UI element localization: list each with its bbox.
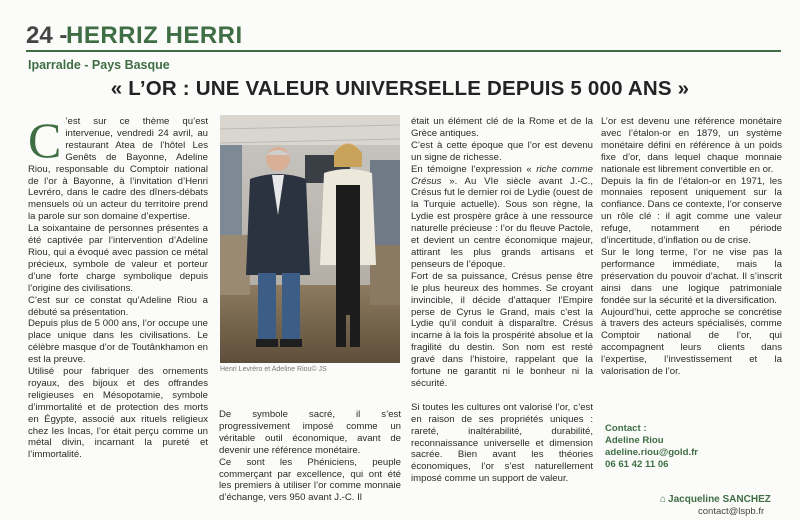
photo-illustration (220, 115, 400, 363)
author-name: Jacqueline SANCHEZ (668, 494, 771, 505)
author-email: contact@lspb.fr (698, 506, 765, 517)
contact-email: adeline.riou@gold.fr (605, 446, 699, 458)
paragraph: Aujourd’hui, cette approche se concrétise à travers des acteurs spécialisés, comme Comptoir national de l’or, qui accompagnent leurs clients dans l’expertise, l’investissement et la valorisation de l’or. (601, 306, 782, 378)
paragraph: Depuis la fin de l’étalon-or en 1971, les monnaies reposent uniquement sur la confiance. Dans ce contexte, l’or conserve un rôle clé : il agit comme une valeur refuge, notamment en période d’incertitude, d’inflation ou de crise. (601, 175, 782, 247)
article-column-4 (601, 116, 782, 378)
article-column-3 (411, 116, 593, 485)
paragraph: C ’est sur ce thème qu’est intervenue, vendredi 24 avril, au restaurant Atea de l’hôtel Les Genêts de Bayonne, Adeline Riou, responsable du Comptoir national de l’or à Bayonne, à l’invitation d’Henri Levréro, dans le cadre des dîners-débats mensuels où un acteur du territoire prend la parole sur son domaine d’expertise. (28, 112, 208, 223)
paragraph: Fort de sa puissance, Crésus pense être le plus heureux des hommes. Se croyant invincible, il décide d’attaquer l’Empire perse de Cyrus le Grand, mais c’est la Lydie qu’il conduit à disparaître. Crésus incarne à la fois la prospérité absolue et la fragilité du destin. Son nom est resté gravé dans l’histoire, rappelant que la fortune ne garantit ni le bonheur ni la sécurité. (411, 270, 593, 389)
paragraph: L’or est devenu une référence monétaire avec l’étalon-or en 1879, un système monétaire défini en référence à un poids fixe d’or, dans lequel chaque monnaie nationale est librement convertible en or. (601, 116, 782, 175)
contact-phone: 06 61 42 11 06 (605, 458, 669, 470)
contact-label: Contact : (605, 423, 647, 434)
contact-block (605, 423, 698, 471)
paragraph: Sur le long terme, l’or ne vise pas la performance immédiate, mais la préservation du pouvoir d’achat. Il s’inscrit ainsi dans une logique patrimoniale fondée sur la sécurité et la diversification. (601, 246, 782, 306)
article-headline: « L’OR : UNE VALEUR UNIVERSELLE DEPUIS 5 000 ANS » (110, 77, 690, 100)
masthead-rule (26, 50, 781, 52)
author-byline (660, 494, 771, 505)
article-column-2 (219, 409, 401, 504)
article-photo (220, 115, 400, 363)
drop-cap: C (28, 112, 62, 168)
paragraph: C’est sur ce constat qu’Adeline Riou a débuté sa présentation. (28, 294, 208, 318)
section-label: Iparralde - Pays Basque (28, 58, 170, 72)
article-column-1 (28, 112, 208, 461)
paragraph: Si toutes les cultures ont valorisé l’or, c’est en raison de ses propriétés uniques : rareté, inaltérabilité, durabilité, reconnaissance universelle et dimension sacrée. Bien avant les théories économiques, l’or s’est naturellement imposé comme un support de valeur. (411, 401, 593, 485)
contact-name: Adeline Riou (605, 434, 664, 446)
publication-name: HERRIZ HERRI (66, 22, 243, 49)
paragraph: Depuis plus de 5 000 ans, l’or occupe une place unique dans les civilisations. Le célèbre masque d’or de Toutânkhamon en est la preuve. (28, 318, 208, 366)
masthead (26, 22, 781, 52)
page-number: 24 - (26, 22, 68, 49)
author-icon: ⌂ (660, 494, 667, 505)
paragraph: Utilisé pour fabriquer des ornements royaux, des bijoux et des offrandes religieuses en Mésopotamie, symbole d’immortalité et de protection des morts en Égypte, associé aux rituels religieux chez les Incas, l’or était perçu comme un métal divin, incarnant la pureté et l’immortalité. (28, 366, 208, 461)
photo-caption: Henri Levréro et Adeline Riou© JS (220, 366, 327, 373)
paragraph: De symbole sacré, il s’est progressivement imposé comme un véritable outil économique, avant de devenir une référence monétaire. (219, 409, 401, 456)
paragraph: La soixantaine de personnes présentes a été captivée par l’intervention d’Adeline Riou, qui a évoqué avec passion ce métal précieux, symbole de valeur et porteur d’une forte charge symbolique depuis l’origine des civilisations. (28, 223, 208, 294)
paragraph: En témoigne l’expression « riche comme Crésus ». Au VIe siècle avant J.-C., Crésus fut le dernier roi de Lydie (ouest de la Turquie actuelle). Sous son règne, la Lydie est prospère grâce à une ressource naturelle précieuse : l’or du fleuve Pactole, et devient un centre économique majeur, attirant les plus grands artisans et penseurs de l’époque. (411, 163, 593, 270)
paragraph: était un élément clé de la Rome et de la Grèce antiques. (411, 116, 593, 139)
paragraph: C’est à cette époque que l’or est devenu un signe de richesse. (411, 139, 593, 163)
paragraph: Ce sont les Phéniciens, peuple commerçant par excellence, qui ont été les premiers à utiliser l’or comme monnaie d’échange, vers 950 avant J.-C. Il (219, 456, 401, 504)
